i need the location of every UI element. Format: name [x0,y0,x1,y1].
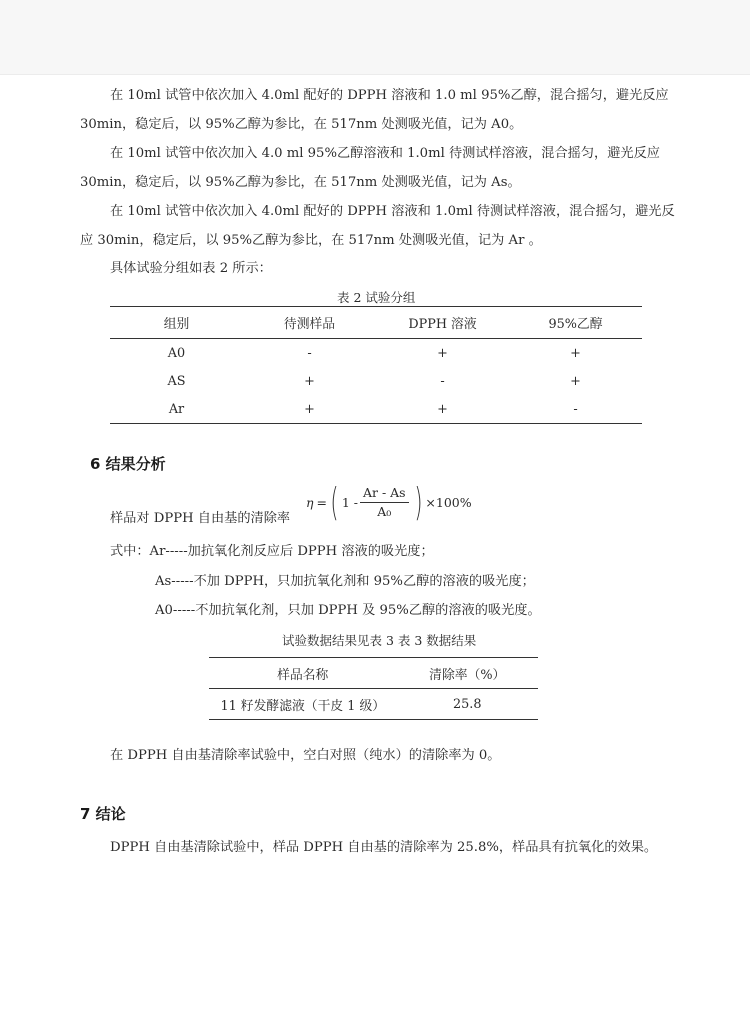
table2-header-row [110,307,642,339]
table3-cell: 25.8 [453,696,482,712]
scavenging-rate-formula [306,478,472,526]
section6-heading: 6 结果分析 [90,455,166,473]
table3-row [209,689,538,720]
blank-control-note: 在 DPPH 自由基清除率试验中，空白对照（纯水）的清除率为 0。 [110,748,501,763]
table3-header-row [209,658,538,689]
table3-header-cell: 样品名称 [277,667,329,683]
section7-heading: 7 结论 [80,805,126,823]
table2-header-cell: 待测样品 [283,317,336,332]
formula-denominator: A₀ [377,503,392,519]
table2-cell: + [304,373,315,389]
formula-eta: η [306,494,314,510]
table2-row [110,339,642,368]
formula-label: 样品对 DPPH 自由基的清除率 [110,511,291,526]
definition-ar: 式中：Ar-----加抗氧化剂反应后 DPPH 溶液的吸光度； [110,544,434,559]
table2-cell: - [573,401,578,417]
table2-cell: + [437,401,448,417]
table2-test-groups [110,306,642,424]
formula-tail: ×100% [425,494,472,510]
table3-cell: 11 籽发酵滤液（干皮 1 级） [220,698,386,714]
table2-cell: + [570,373,581,389]
table2-caption: 表 2 试验分组 [337,290,416,305]
formula-numerator: Ar - As [360,485,409,503]
table2-cell: Ar [168,401,185,417]
formula-right-paren: ) [413,480,423,524]
definition-as: As-----不加 DPPH，只加抗氧化剂和 95%乙醇的溶液的吸光度； [155,574,535,589]
conclusion-text: DPPH 自由基清除试验中，样品 DPPH 自由基的清除率为 25.8%，样品具有抗氧化的效果。 [110,840,658,855]
table2-cell: + [437,345,448,361]
table3-results [209,657,538,720]
table3-header-cell: 清除率（%） [429,667,506,683]
table2-row [110,367,642,395]
table2-header-cell: 95%乙醇 [548,317,603,332]
formula-fraction [360,485,409,520]
table2-cell: AS [167,373,186,389]
formula-left-paren: ( [330,480,339,524]
paragraph-grouping-intro: 具体试验分组如表 2 所示： [110,261,272,276]
table3-caption: 试验数据结果见表 3 表 3 数据结果 [282,633,477,648]
table2-cell: A0 [167,345,186,361]
paragraph-ar-procedure: 在 10ml 试管中依次加入 4.0ml 配好的 DPPH 溶液和 1.0ml 待测试样溶液，混合摇匀，避光反应 30min，稳定后，以 95%乙醇为参比，在 517nm 处测吸光值，记为 Ar 。 [80,204,675,248]
table2-cell: - [440,373,445,389]
table2-header-cell: DPPH 溶液 [408,317,477,332]
table2-cell: + [570,345,581,361]
definition-a0: A0-----不加抗氧化剂，只加 DPPH 及 95%乙醇的溶液的吸光度。 [155,603,541,618]
formula-equals: = [316,494,327,510]
table2-header-cell: 组别 [163,317,190,332]
formula-one: 1 - [341,494,358,510]
paragraph-a0-procedure: 在 10ml 试管中依次加入 4.0ml 配好的 DPPH 溶液和 1.0 ml 95%乙醇，混合摇匀，避光反应 30min，稳定后，以 95%乙醇为参比，在 517nm 处测吸光值，记为 A0。 [80,88,669,132]
table2-cell: + [304,401,315,417]
paragraph-as-procedure: 在 10ml 试管中依次加入 4.0 ml 95%乙醇溶液和 1.0ml 待测试样溶液，混合摇匀，避光反应 30min，稳定后，以 95%乙醇为参比，在 517nm 处测吸光值，记为 As。 [80,146,660,190]
table2-row [110,395,642,424]
table2-cell: - [307,345,312,361]
